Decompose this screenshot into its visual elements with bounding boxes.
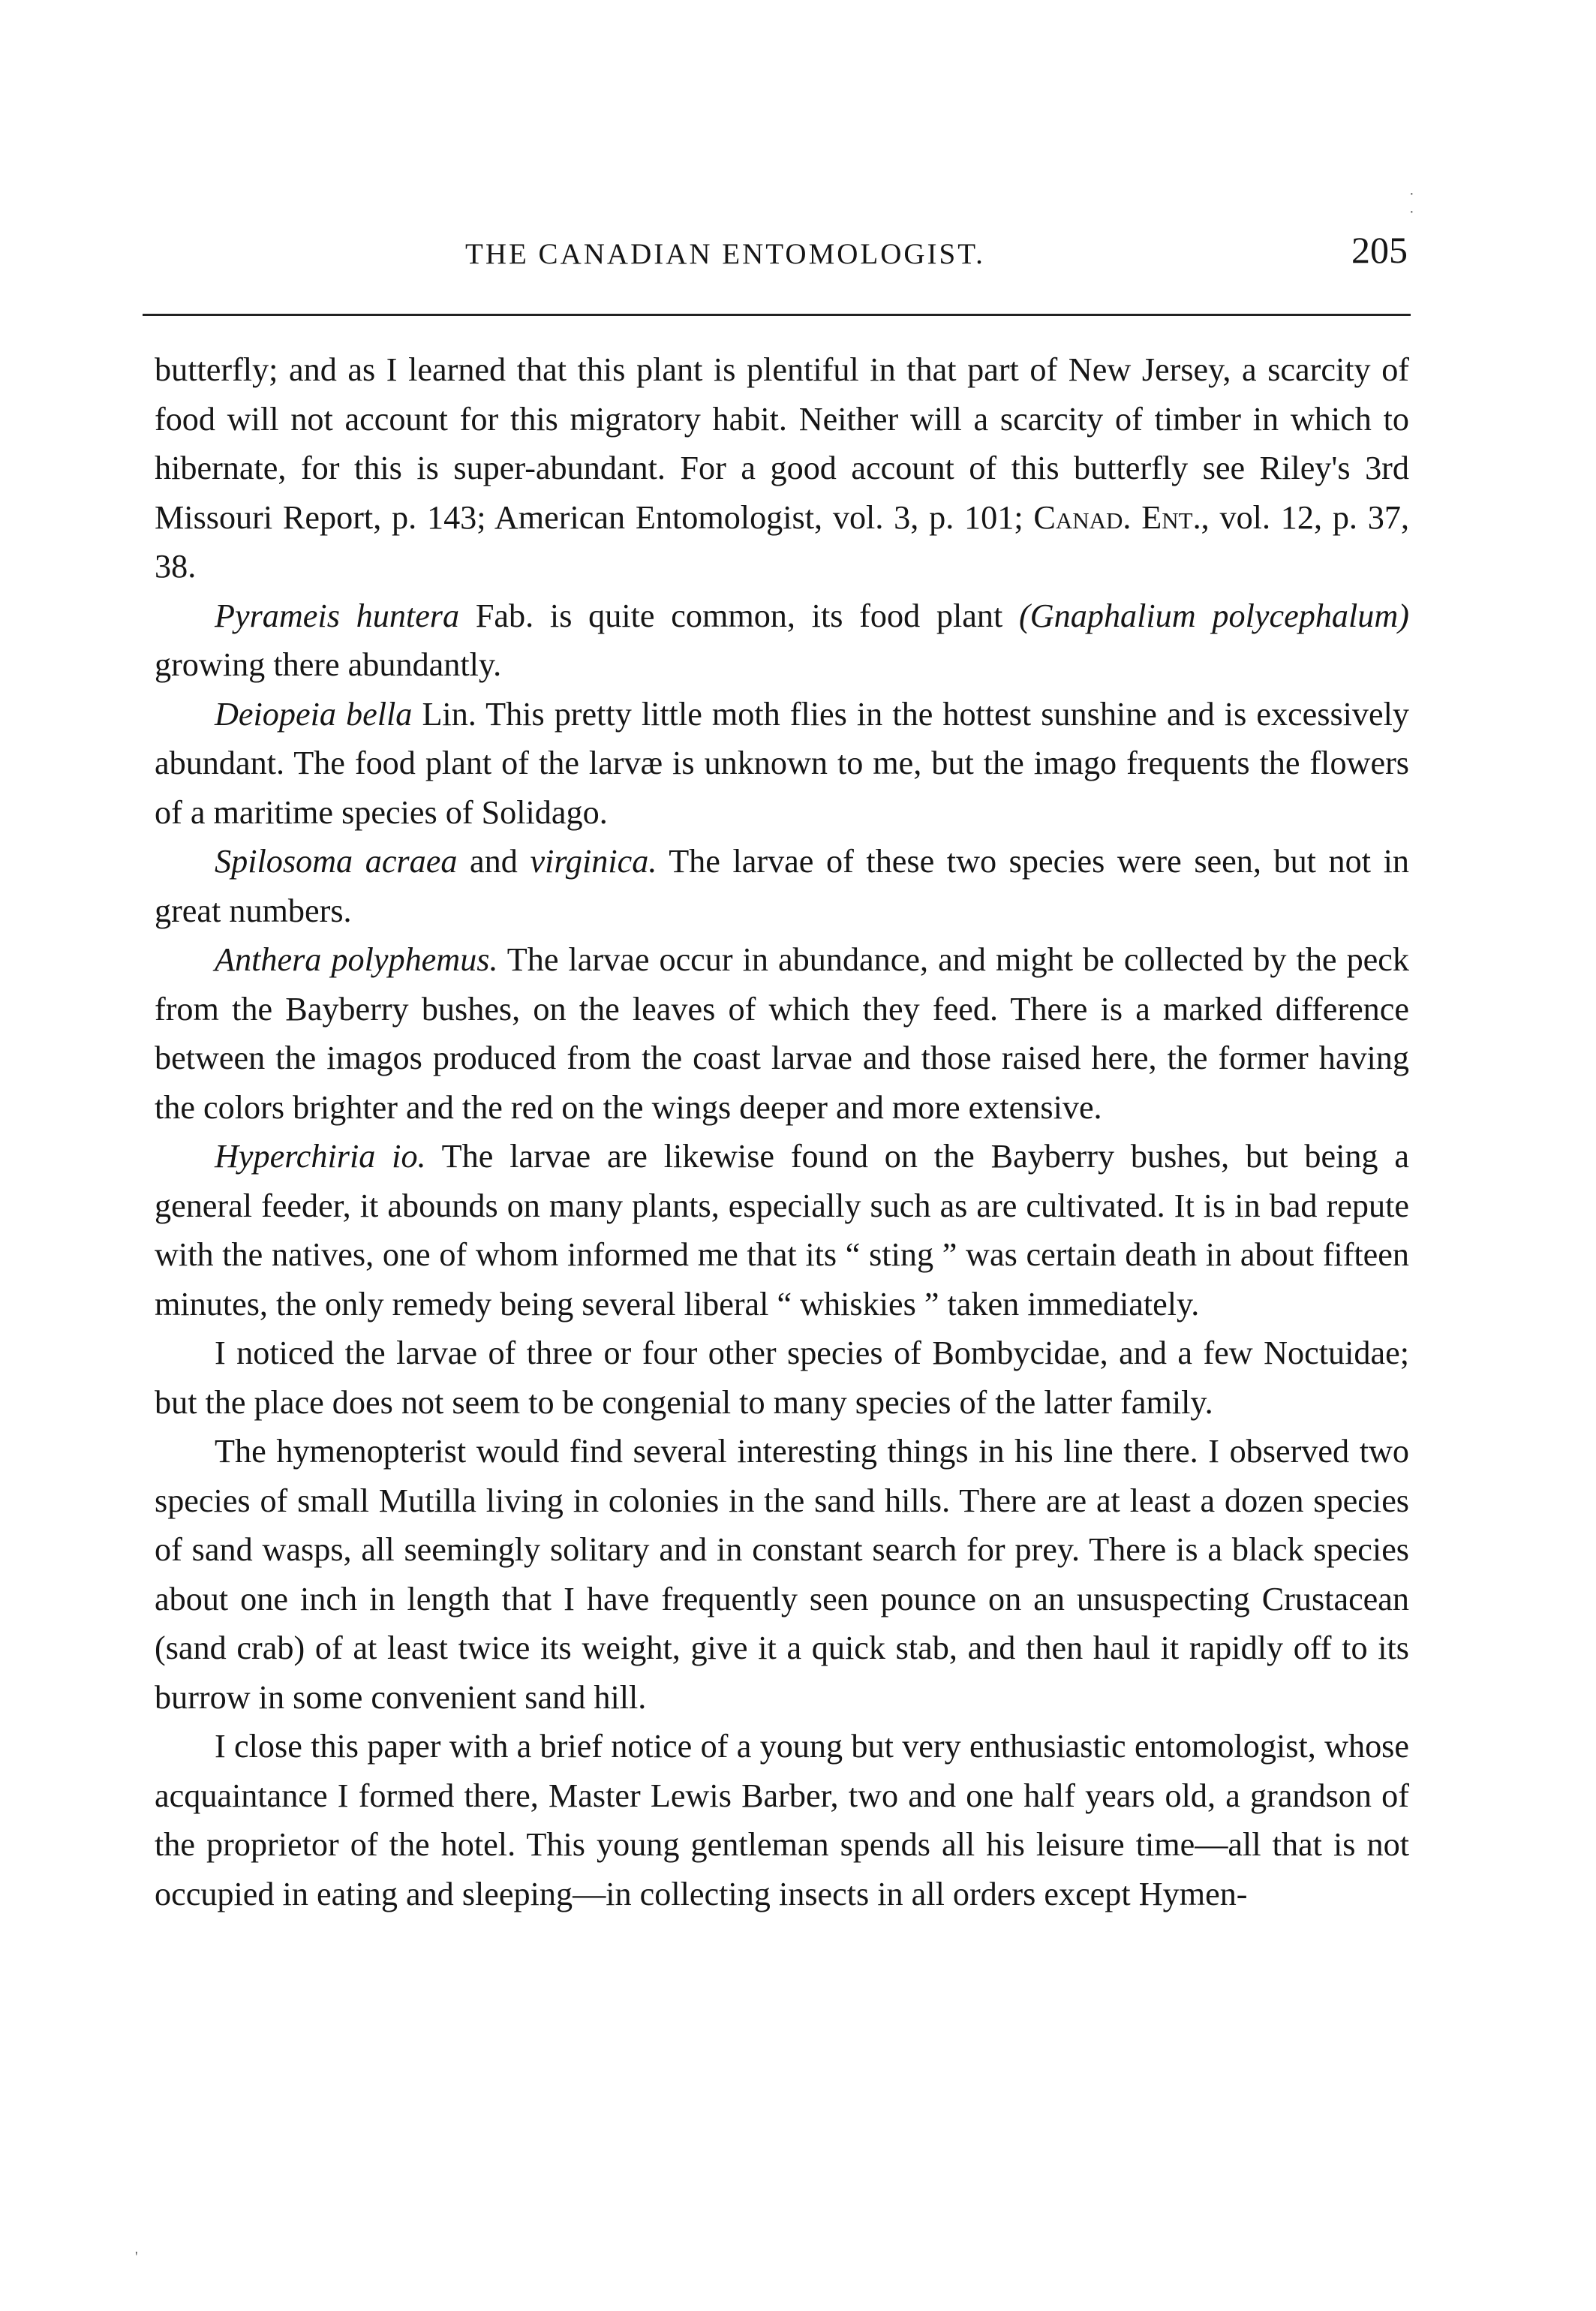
paragraph-text: Lin. This pretty little moth flies in the hottest sunshine and is excessively abundant. The food plant of the larvæ is unknown to me, but the imago frequents the flowers of a maritime species of Solidago. xyxy=(155,695,1410,831)
journal-abbrev: Canad. Ent. xyxy=(1033,498,1201,536)
species-name: Anthera polyphemus. xyxy=(215,941,498,978)
paragraph-text: and xyxy=(457,843,530,880)
paragraph-text: Fab. is quite common, its food plant xyxy=(459,597,1020,634)
page-header xyxy=(143,229,1418,278)
paragraph-anthera xyxy=(155,935,1409,1132)
paragraph-hymenopterist xyxy=(155,1427,1409,1722)
species-name: Hyperchiria io. xyxy=(215,1138,426,1175)
paragraph-text: The hymenopterist would find several interesting things in his line there. I observed two species of small Mutilla living in colonies in the sand hills. There are at least a dozen species of sand wasps, all seemingly solitary and in constant search for prey. There is a black species about one inch in length that I have frequently seen pounce on an unsuspecting Crustacean (sand crab) of at least twice its weight, give it a quick stab, and then haul it rapidly off to its burrow in some convenient sand hill. xyxy=(155,1433,1409,1716)
paragraph-pyrameis xyxy=(155,591,1409,690)
paragraph-text: butterfly; and as I learned that this plant is plentiful in that part of New Jersey, a scarcity of food will not account for this migratory habit. Neither will a scarcity of timber in which to hibernate, for this is super-abundant. For a good account of this butterfly see Riley's 3rd Missouri Report, p. 143; American Entomologist, vol. 3, p. 101; xyxy=(155,351,1409,536)
species-name: Deiopeia bella xyxy=(215,695,413,733)
paragraph-text: The larvae are likewise found on the Bayberry bushes, but being a general feeder, it abounds on many plants, especially such as are cultivated. It is in bad repute with the natives, one of whom informed me that its “ sting ” was certain death in about fifteen minutes, the only remedy being several liberal “ whiskies ” taken immediately. xyxy=(155,1138,1409,1323)
plant-name: (Gnaphalium polycephalum) xyxy=(1019,597,1410,634)
paragraph-text: I noticed the larvae of three or four other species of Bombycidae, and a few Noctuidae; but the place does not seem to be congenial to many species of the latter family. xyxy=(155,1335,1409,1421)
paragraph-text: I close this paper with a brief notice of a young but very enthusiastic entomologist, whose acquaintance I formed there, Master Lewis Barber, two and one half years old, a grandson of the proprietor of the hotel. This young gentleman spends all his leisure time—all that is not occupied in eating and sleeping—in collecting insects in all orders except Hymen- xyxy=(155,1728,1409,1912)
paragraph-text: growing there abundantly. xyxy=(155,646,502,683)
header-rule xyxy=(143,314,1411,316)
paragraph-text: The larvae occur in abundance, and might be collected by the peck from the Bayberry bushes, on the leaves of which they feed. There is a marked difference between the imagos produced from the coast larvae and those raised here, the former having the colors brighter and the red on the wings deeper and more extensive. xyxy=(155,941,1409,1126)
paragraph-continued xyxy=(155,345,1409,591)
article-body xyxy=(155,345,1409,1918)
page-number: 205 xyxy=(1351,229,1408,271)
paragraph-text: , vol. 12, p. 37, 38. xyxy=(155,498,1409,585)
print-speck: · xyxy=(1409,186,1414,203)
species-name: Spilosoma acraea xyxy=(215,843,458,880)
paragraph-young-entomologist xyxy=(155,1722,1409,1918)
running-head: THE CANADIAN ENTOMOLOGIST. xyxy=(465,238,985,270)
paragraph-spilosoma xyxy=(155,837,1409,935)
species-name: virginica. xyxy=(530,843,657,880)
paragraph-hyperchiria xyxy=(155,1132,1409,1329)
paragraph-bombycidae xyxy=(155,1329,1409,1427)
species-name: Pyrameis huntera xyxy=(215,597,460,634)
print-speck: ' xyxy=(135,2249,138,2265)
paragraph-deiopeia xyxy=(155,690,1409,838)
print-speck: · xyxy=(1409,204,1414,221)
paragraph-text: The larvae of these two species were seen, but not in great numbers. xyxy=(155,843,1409,929)
